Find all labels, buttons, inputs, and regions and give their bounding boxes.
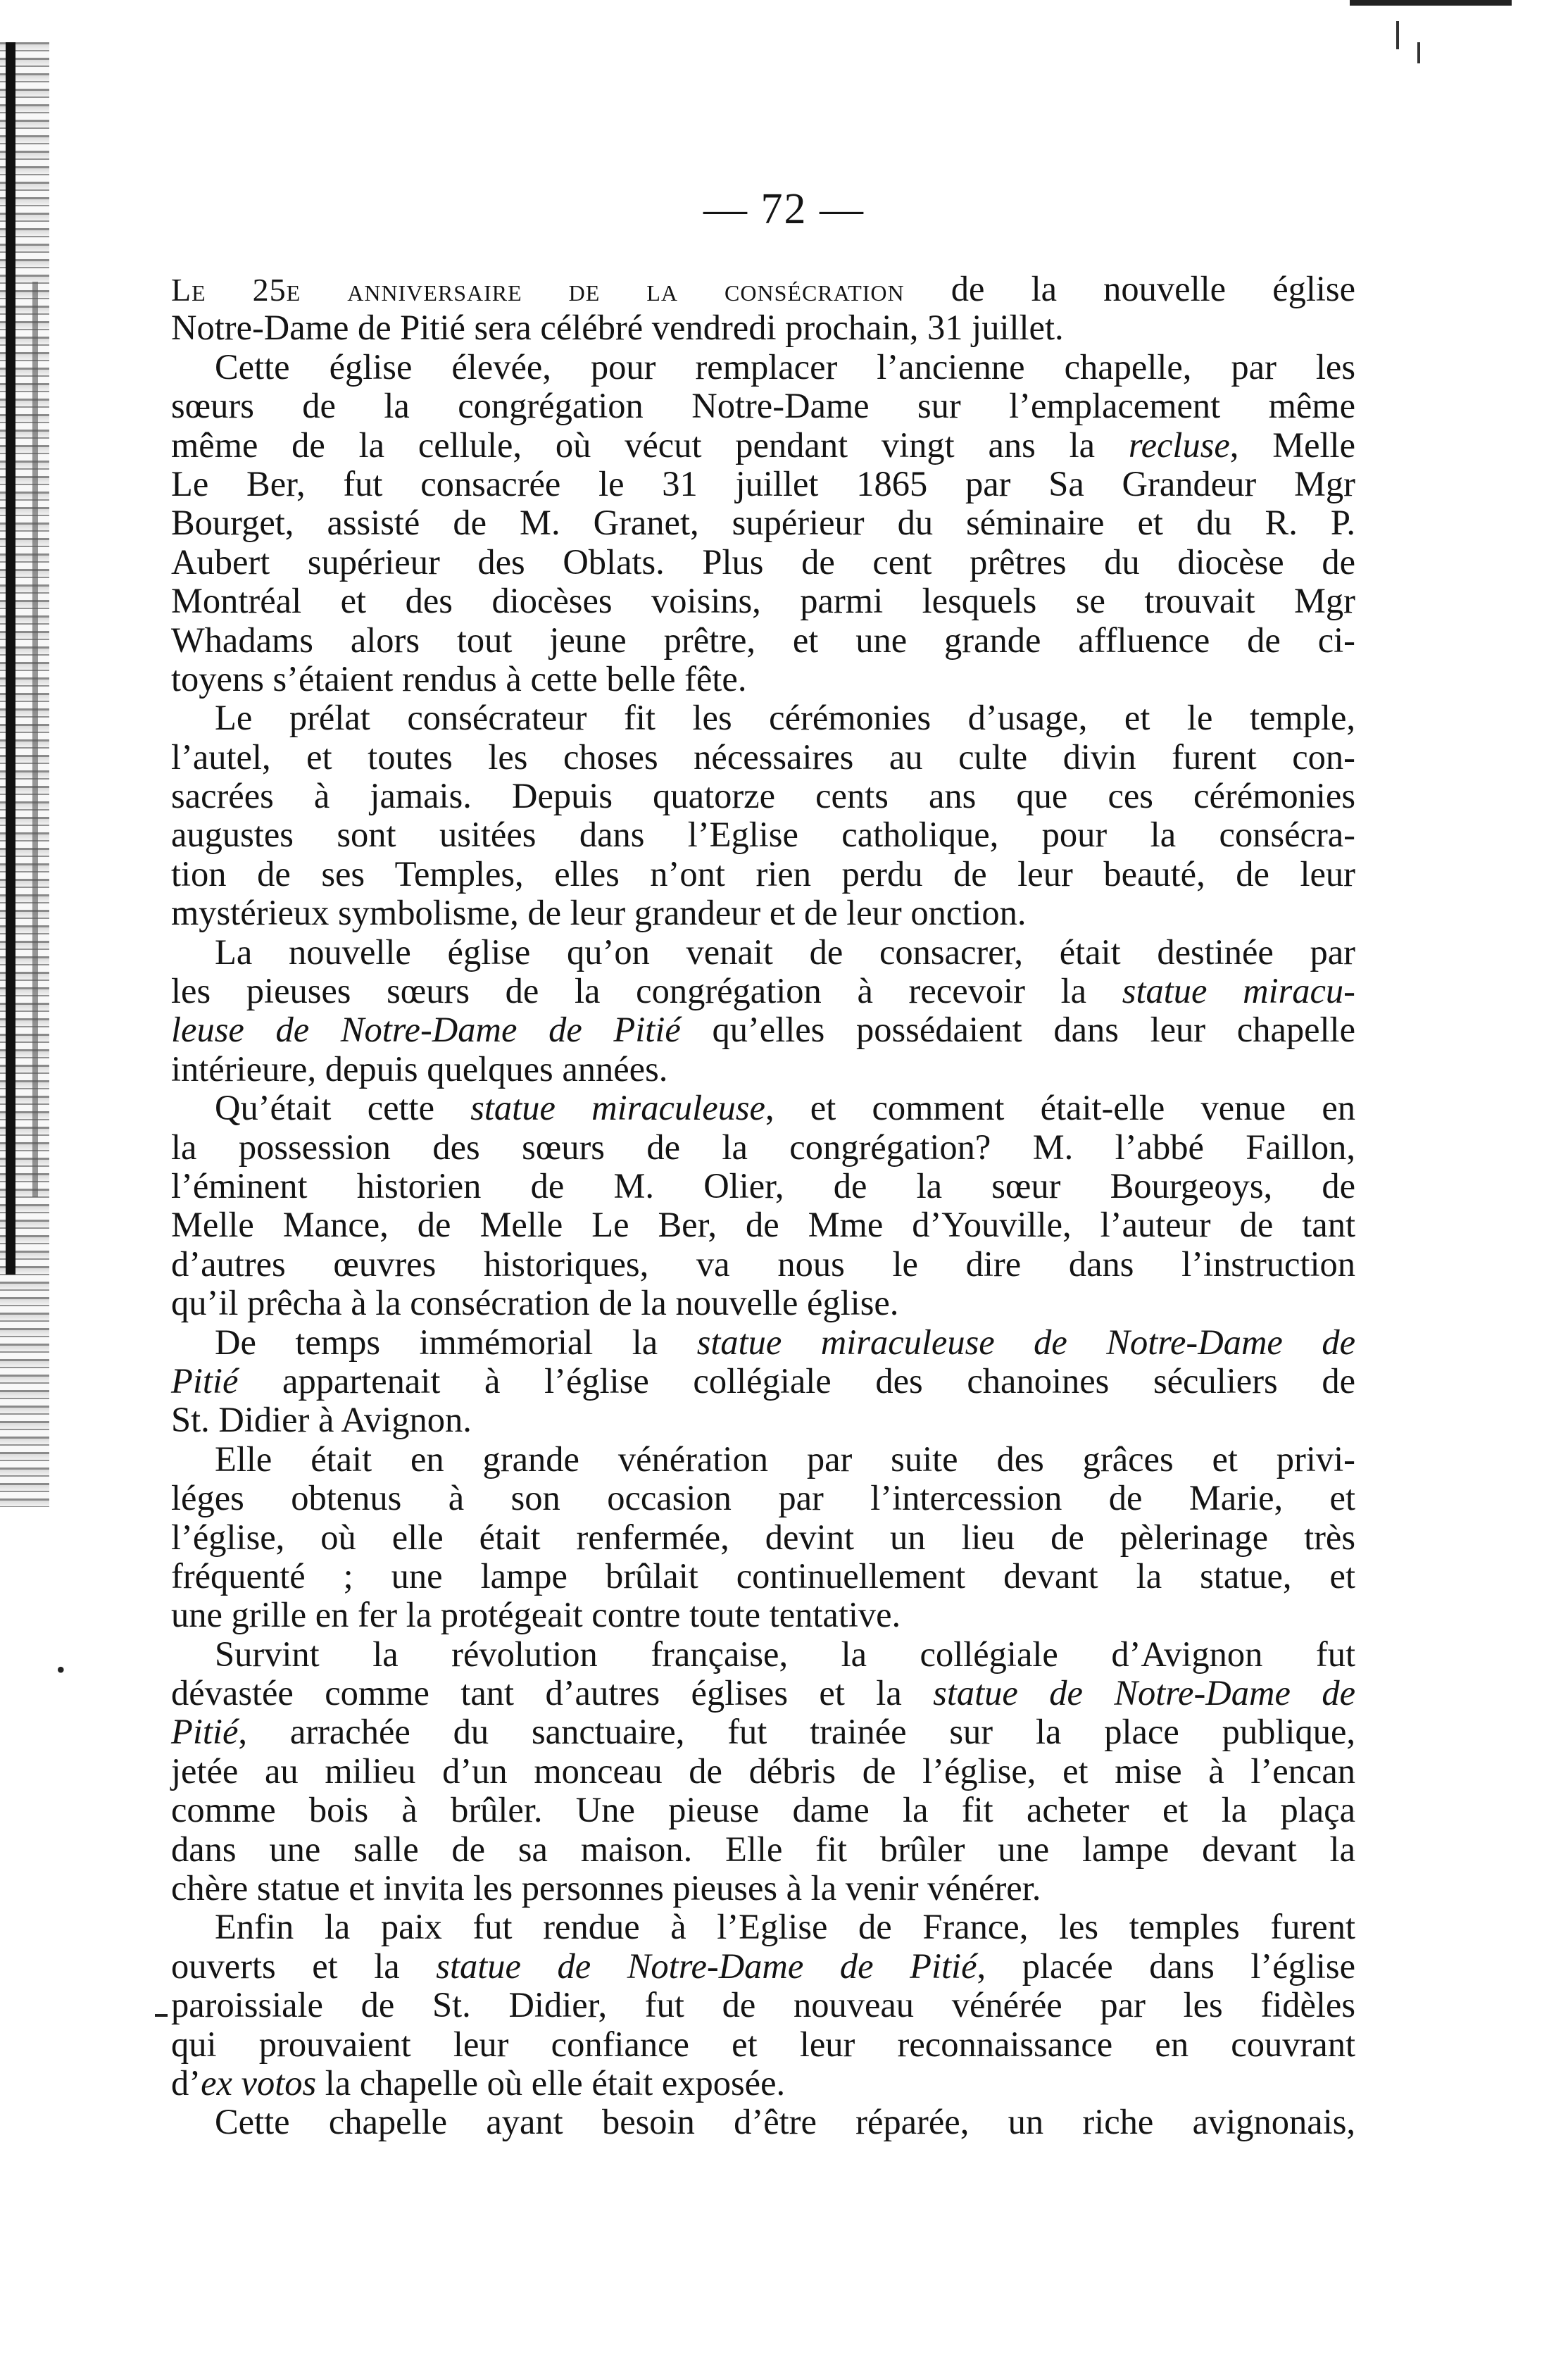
- text-run: appartenait à l’église collégiale des chanoines séculiers de: [238, 1360, 1355, 1401]
- text-line: [171, 1479, 1355, 1518]
- text-line: [171, 699, 1355, 737]
- text-line: [171, 543, 1355, 582]
- text-run: , Melle: [1229, 425, 1355, 465]
- text-run: d’: [171, 2063, 201, 2103]
- text-line: [171, 2064, 1355, 2103]
- text-line: [171, 660, 1355, 699]
- text-run: intérieure, depuis quelques années.: [171, 1049, 668, 1089]
- text-run: fréquenté ; une lampe brûlait continuellement devant la statue, et: [171, 1556, 1355, 1596]
- text-run: Qu’était cette: [215, 1088, 471, 1128]
- scan-edge-bar-inner: [32, 282, 38, 1197]
- text-run: l’éminent historien de M. Olier, de la sœur Bourgeoys, de: [171, 1165, 1355, 1206]
- text-line: [171, 1596, 1355, 1634]
- text-run: qu’elles possédaient dans leur chapelle: [680, 1010, 1355, 1050]
- text-line: [171, 1128, 1355, 1167]
- text-run: La nouvelle église qu’on venait de consacrer, était destinée par: [215, 932, 1355, 972]
- text-run: , placée dans l’église: [977, 1946, 1355, 1986]
- small-caps-text: Le 25e anniversaire de la consécration: [171, 272, 905, 308]
- text-line: [171, 1518, 1355, 1557]
- text-run: léges obtenus à son occasion par l’intercession de Marie, et: [171, 1478, 1355, 1518]
- italic-text: Pitié: [171, 1360, 239, 1401]
- text-line: [171, 1089, 1355, 1127]
- text-line: [171, 426, 1355, 465]
- text-run: qu’il prêcha à la consécration de la nouvelle église.: [171, 1283, 899, 1323]
- text-line: [171, 1284, 1355, 1322]
- text-run: comme bois à brûler. Une pieuse dame la fit acheter et la plaça: [171, 1790, 1355, 1830]
- text-line: [171, 348, 1355, 387]
- text-run: De temps immémorial la: [215, 1322, 697, 1362]
- text-line: [171, 465, 1355, 503]
- text-run: les pieuses sœurs de la congrégation à recevoir la: [171, 971, 1122, 1011]
- scan-corner-mark: [1350, 0, 1512, 6]
- text-line: [171, 777, 1355, 815]
- italic-text: ex votos: [201, 2063, 317, 2103]
- text-run: Cette chapelle ayant besoin d’être réparée, un riche avignonais,: [215, 2102, 1355, 2142]
- text-run: toyens s’étaient rendus à cette belle fête.: [171, 658, 747, 699]
- italic-text: recluse: [1128, 425, 1230, 465]
- text-run: Le prélat consécrateur fit les cérémonies d’usage, et le temple,: [215, 698, 1355, 738]
- text-line: [171, 1362, 1355, 1401]
- text-line: [171, 270, 1355, 308]
- text-line: [171, 503, 1355, 542]
- text-line: [171, 1713, 1355, 1751]
- text-line: [171, 1635, 1355, 1674]
- text-run: dévastée comme tant d’autres églises et la: [171, 1673, 934, 1713]
- text-line: [171, 621, 1355, 660]
- scan-corner-tick: [1396, 21, 1399, 49]
- text-run: sacrées à jamais. Depuis quatorze cents ans que ces cérémonies: [171, 776, 1355, 816]
- text-run: de la nouvelle église: [904, 269, 1355, 308]
- text-run: Le Ber, fut consacrée le 31 juillet 1865 par Sa Grandeur Mgr: [171, 463, 1355, 503]
- text-line: [171, 1557, 1355, 1596]
- text-line: [171, 1869, 1355, 1908]
- text-run: qui prouvaient leur confiance et leur reconnaissance en couvrant: [171, 2024, 1355, 2064]
- text-run: l’autel, et toutes les choses nécessaires au culte divin furent con-: [171, 737, 1355, 777]
- italic-text: statue de Notre-Dame de: [933, 1673, 1355, 1713]
- text-line: [171, 815, 1355, 854]
- text-run: la chapelle où elle était exposée.: [316, 2063, 786, 2103]
- text-line: [171, 1752, 1355, 1791]
- text-run: mystérieux symbolisme, de leur grandeur et de leur onction.: [171, 893, 1027, 933]
- text-line: [171, 1167, 1355, 1206]
- text-run: ouverts et la: [171, 1946, 437, 1986]
- text-run: Cette église élevée, pour remplacer l’ancienne chapelle, par les: [215, 346, 1355, 387]
- text-run: Enfin la paix fut rendue à l’Eglise de France, les temples furent: [215, 1907, 1355, 1947]
- text-run: Aubert supérieur des Oblats. Plus de cent prêtres du diocèse de: [171, 542, 1355, 582]
- text-line: [171, 855, 1355, 894]
- text-run: sœurs de la congrégation Notre-Dame sur l’emplacement même: [171, 386, 1355, 426]
- scan-speck: •: [56, 1656, 65, 1684]
- text-run: augustes sont usitées dans l’Eglise catholique, pour la consécra-: [171, 815, 1355, 855]
- italic-text: leuse de Notre-Dame de Pitié: [171, 1010, 681, 1050]
- text-line: [171, 582, 1355, 620]
- text-run: l’église, où elle était renfermée, devint un lieu de pèlerinage très: [171, 1517, 1355, 1557]
- text-line: [171, 1947, 1355, 1986]
- text-run: même de la cellule, où vécut pendant vingt ans la: [171, 425, 1129, 465]
- text-run: une grille en fer la protégeait contre toute tentative.: [171, 1595, 901, 1635]
- text-run: chère statue et invita les personnes pieuses à la venir vénérer.: [171, 1868, 1041, 1908]
- text-line: [171, 1791, 1355, 1829]
- text-line: [171, 933, 1355, 972]
- text-run: Elle était en grande vénération par suite des grâces et privi-: [215, 1439, 1355, 1479]
- text-line: [171, 1440, 1355, 1479]
- text-run: Bourget, assisté de M. Granet, supérieur du séminaire et du R. P.: [171, 503, 1355, 543]
- text-run: dans une salle de sa maison. Elle fit brûler une lampe devant la: [171, 1829, 1355, 1869]
- italic-text: statue miracu-: [1122, 971, 1355, 1011]
- text-line: [171, 1323, 1355, 1362]
- scan-corner-tick-2: [1417, 42, 1420, 63]
- italic-text: statue miraculeuse: [470, 1088, 765, 1128]
- text-line: [171, 738, 1355, 777]
- scan-speck-2: [155, 2014, 168, 2017]
- text-line: [171, 1050, 1355, 1089]
- text-run: la possession des sœurs de la congrégation? M. l’abbé Faillon,: [171, 1127, 1355, 1167]
- text-line: [171, 1674, 1355, 1713]
- text-line: [171, 1908, 1355, 1946]
- text-line: [171, 2103, 1355, 2141]
- text-run: Montréal et des diocèses voisins, parmi lesquels se trouvait Mgr: [171, 581, 1355, 621]
- text-line: [171, 1830, 1355, 1869]
- text-run: , arrachée du sanctuaire, fut trainée sur la place publique,: [238, 1712, 1355, 1752]
- text-run: Whadams alors tout jeune prêtre, et une grande affluence de ci-: [171, 620, 1355, 660]
- text-run: tion de ses Temples, elles n’ont rien perdu de leur beauté, de leur: [171, 853, 1355, 894]
- text-line: [171, 1206, 1355, 1244]
- text-line: [171, 1245, 1355, 1284]
- italic-text: statue de Notre-Dame de Pitié: [436, 1946, 977, 1986]
- page-number: — 72 —: [703, 185, 865, 233]
- text-run: , et comment était-elle venue en: [765, 1088, 1355, 1128]
- text-run: St. Didier à Avignon.: [171, 1400, 472, 1440]
- text-line: [171, 1010, 1355, 1049]
- text-run: Melle Mance, de Melle Le Ber, de Mme d’Youville, l’auteur de tant: [171, 1205, 1355, 1245]
- text-line: [171, 2025, 1355, 2064]
- italic-text: statue miraculeuse de Notre-Dame de: [696, 1322, 1355, 1362]
- text-run: paroissiale de St. Didier, fut de nouveau vénérée par les fidèles: [171, 1985, 1355, 2025]
- text-line: [171, 308, 1355, 347]
- text-line: [171, 894, 1355, 932]
- text-run: Notre-Dame de Pitié sera célébré vendredi prochain, 31 juillet.: [171, 308, 1064, 348]
- text-run: d’autres œuvres historiques, va nous le dire dans l’instruction: [171, 1244, 1355, 1284]
- text-line: [171, 1986, 1355, 2025]
- text-run: Survint la révolution française, la collégiale d’Avignon fut: [215, 1634, 1355, 1674]
- italic-text: Pitié: [171, 1712, 239, 1752]
- text-line: [171, 1401, 1355, 1439]
- text-line: [171, 387, 1355, 425]
- body-text: [171, 270, 1355, 2142]
- text-run: jetée au milieu d’un monceau de débris de l’église, et mise à l’encan: [171, 1751, 1355, 1791]
- text-line: [171, 972, 1355, 1010]
